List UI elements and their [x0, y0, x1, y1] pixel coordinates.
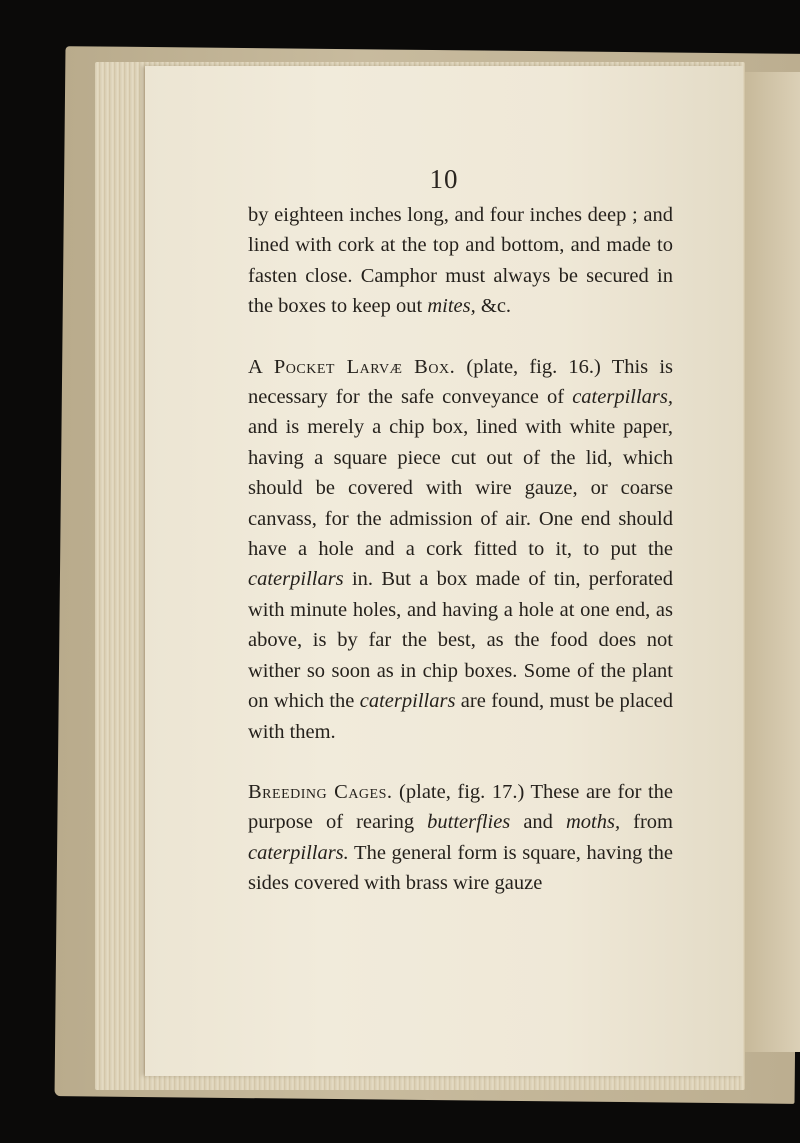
- body-text: [248, 200, 673, 899]
- heading-breeding-cages: Breeding Cages.: [248, 780, 393, 803]
- paragraph-1: by eighteen inches long, and four inches deep ; and lined with cork at the top and bottom, and made to fasten close. Camphor must always be secured in the boxes to keep out mites, &c.: [248, 204, 673, 318]
- paragraph-3: Breeding Cages. (plate, fig. 17.) These are for the purpose of rearing butterflies and moths, from caterpillars. The general form is square, having the sides covered with brass wire gauze: [248, 780, 673, 895]
- page-number: 10: [429, 164, 459, 194]
- paragraph-2: A Pocket Larvæ Box. (plate, fig. 16.) This is necessary for the safe conveyance of caterpillars, and is merely a chip box, lined with white paper, having a square piece cut out of the lid, which should be covered with wire gauze, or coarse canvass, for the admission of air. One end should have a hole and a cork fitted to it, to put the caterpillars in. But a box made of tin, perforated with minute holes, and having a hole at one end, as above, is by far the best, as the food does not wither so soon as in chip boxes. Some of the plant on which the caterpillars are found, must be placed with them.: [248, 355, 673, 743]
- facing-page-edge: [745, 72, 800, 1052]
- heading-pocket-larvae-box: A Pocket Larvæ Box.: [248, 355, 456, 378]
